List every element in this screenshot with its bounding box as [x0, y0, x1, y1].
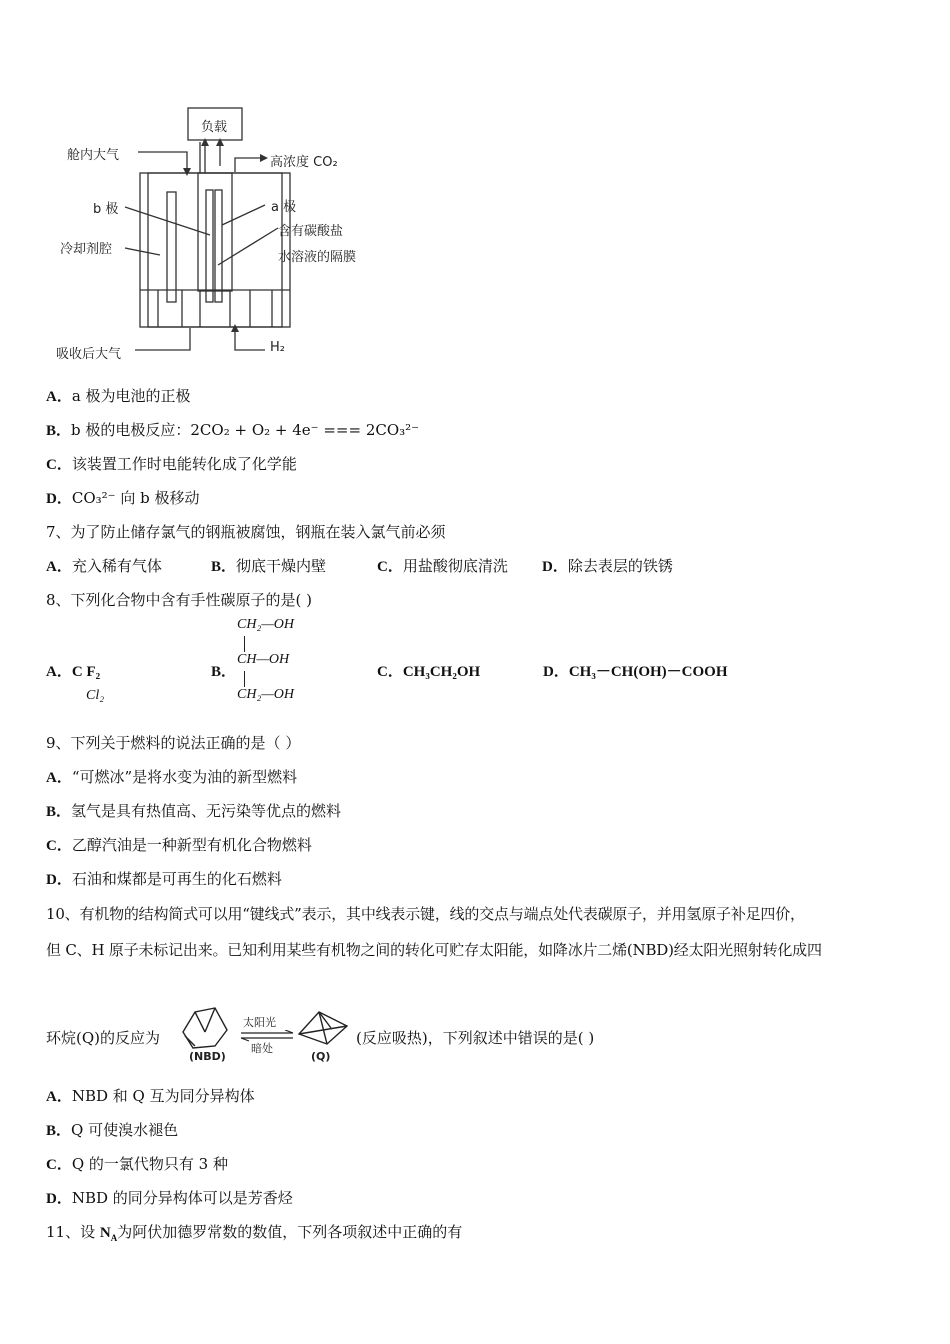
option-label: D． [46, 491, 72, 507]
q7-options [46, 555, 673, 576]
q8-b-bond2 [244, 671, 245, 687]
q8-b-line3: CH₂—OH [237, 687, 294, 702]
h2-label: H₂ [270, 340, 285, 355]
coolant-label: 冷却剂腔 [60, 242, 113, 257]
q9-option-b: B．氢气是具有热值高、无污染等优点的燃料 [46, 802, 342, 820]
cabin-air-label: 舱内大气 [67, 148, 120, 163]
q8-option-d: D．CH₃－CH(OH)－COOH [543, 664, 728, 680]
quadricyclane-structure-icon [297, 1004, 353, 1054]
fuel-cell-diagram [50, 100, 380, 370]
q8-b-label: B． [211, 664, 237, 680]
membrane-label-1: 含有碳酸盐 [278, 224, 344, 239]
q-label: (Q) [311, 1050, 331, 1063]
q10-reaction-scheme [175, 1000, 355, 1068]
nbd-structure-icon [175, 1002, 235, 1054]
q8-stem: 8、下列化合物中含有手性碳原子的是( ) [46, 591, 313, 609]
arrow-bottom-label: 暗处 [251, 1042, 273, 1055]
q8-b-bond1 [244, 636, 245, 652]
nbd-label: (NBD) [189, 1050, 226, 1063]
high-co2-label: 高浓度 CO₂ [270, 155, 338, 170]
q7-option-d: D．除去表层的铁锈 [542, 557, 673, 575]
option-label: B． [46, 423, 72, 439]
q7-option-a: A．充入稀有气体 [46, 557, 162, 575]
option-text: b 极的电极反应：2CO₂ + O₂ + 4e⁻ === 2CO₃²⁻ [71, 421, 420, 439]
q10-option-a: A．NBD 和 Q 互为同分异构体 [46, 1087, 255, 1105]
load-label: 负载 [201, 120, 228, 135]
q9-option-d: D．石油和煤都是可再生的化石燃料 [46, 870, 282, 888]
na-symbol: N [99, 1225, 111, 1241]
b-electrode-label: b 极 [93, 202, 119, 217]
q9-option-a: A．“可燃冰”是将水变为油的新型燃料 [46, 768, 298, 786]
option-text: a 极为电池的正极 [71, 387, 191, 405]
a-electrode-label: a 极 [271, 200, 297, 215]
q6-option-c [46, 453, 297, 474]
q10-option-d: D．NBD 的同分异构体可以是芳香烃 [46, 1189, 293, 1207]
option-text: CO₃²⁻ 向 b 极移动 [71, 489, 200, 507]
q8-a-sub: Cl₂ [86, 688, 105, 703]
membrane-label-2: 水溶液的隔膜 [278, 250, 357, 265]
option-label: C． [46, 457, 72, 473]
q10-option-b: B．Q 可使溴水褪色 [46, 1121, 179, 1139]
q10-stem-line2: 但 C、H 原子未标记出来。已知利用某些有机物之间的转化可贮存太阳能，如降冰片二烯(NBD)经太阳光照射转化成四 [46, 941, 822, 959]
q8-a-formula: C F₂ [71, 664, 101, 680]
q8-b-line1: CH₂—OH [237, 617, 294, 632]
q8-b-line2: CH—OH [237, 652, 290, 667]
q6-option-b [46, 419, 419, 440]
arrow-top-label: 太阳光 [243, 1016, 276, 1029]
q9-stem: 9、下列关于燃料的说法正确的是（ ） [46, 734, 301, 752]
q8-option-a: A．C F₂ [46, 664, 101, 680]
q7-option-c: C．用盐酸彻底清洗 [377, 557, 508, 575]
q11-stem: 11、设 $N_A$为阿伏加德罗常数的数值，下列各项叙述中正确的有 [46, 1223, 463, 1243]
q10-option-c: C．Q 的一氯代物只有 3 种 [46, 1155, 228, 1173]
q7-stem: 7、为了防止储存氯气的钢瓶被腐蚀，钢瓶在装入氯气前必须 [46, 523, 446, 541]
q10-stem-line3-pre: 环烷(Q)的反应为 [46, 1029, 161, 1047]
after-air-label: 吸收后大气 [56, 347, 122, 362]
q6-option-d [46, 487, 199, 508]
option-text: 该装置工作时电能转化成了化学能 [71, 455, 297, 473]
q8-option-c: C．CH₃CH₂OH [377, 664, 481, 680]
q7-option-b: B．彻底干燥内壁 [211, 557, 327, 575]
q9-option-c: C．乙醇汽油是一种新型有机化合物燃料 [46, 836, 312, 854]
q6-option-a [46, 385, 191, 406]
q10-stem-line3-post: (反应吸热)，下列叙述中错误的是( ) [356, 1029, 595, 1047]
q10-stem-line1: 10、有机物的结构简式可以用“键线式”表示，其中线表示键，线的交点与端点处代表碳原子，并用氢原子补足四价， [46, 905, 805, 923]
option-label: A． [46, 389, 72, 405]
